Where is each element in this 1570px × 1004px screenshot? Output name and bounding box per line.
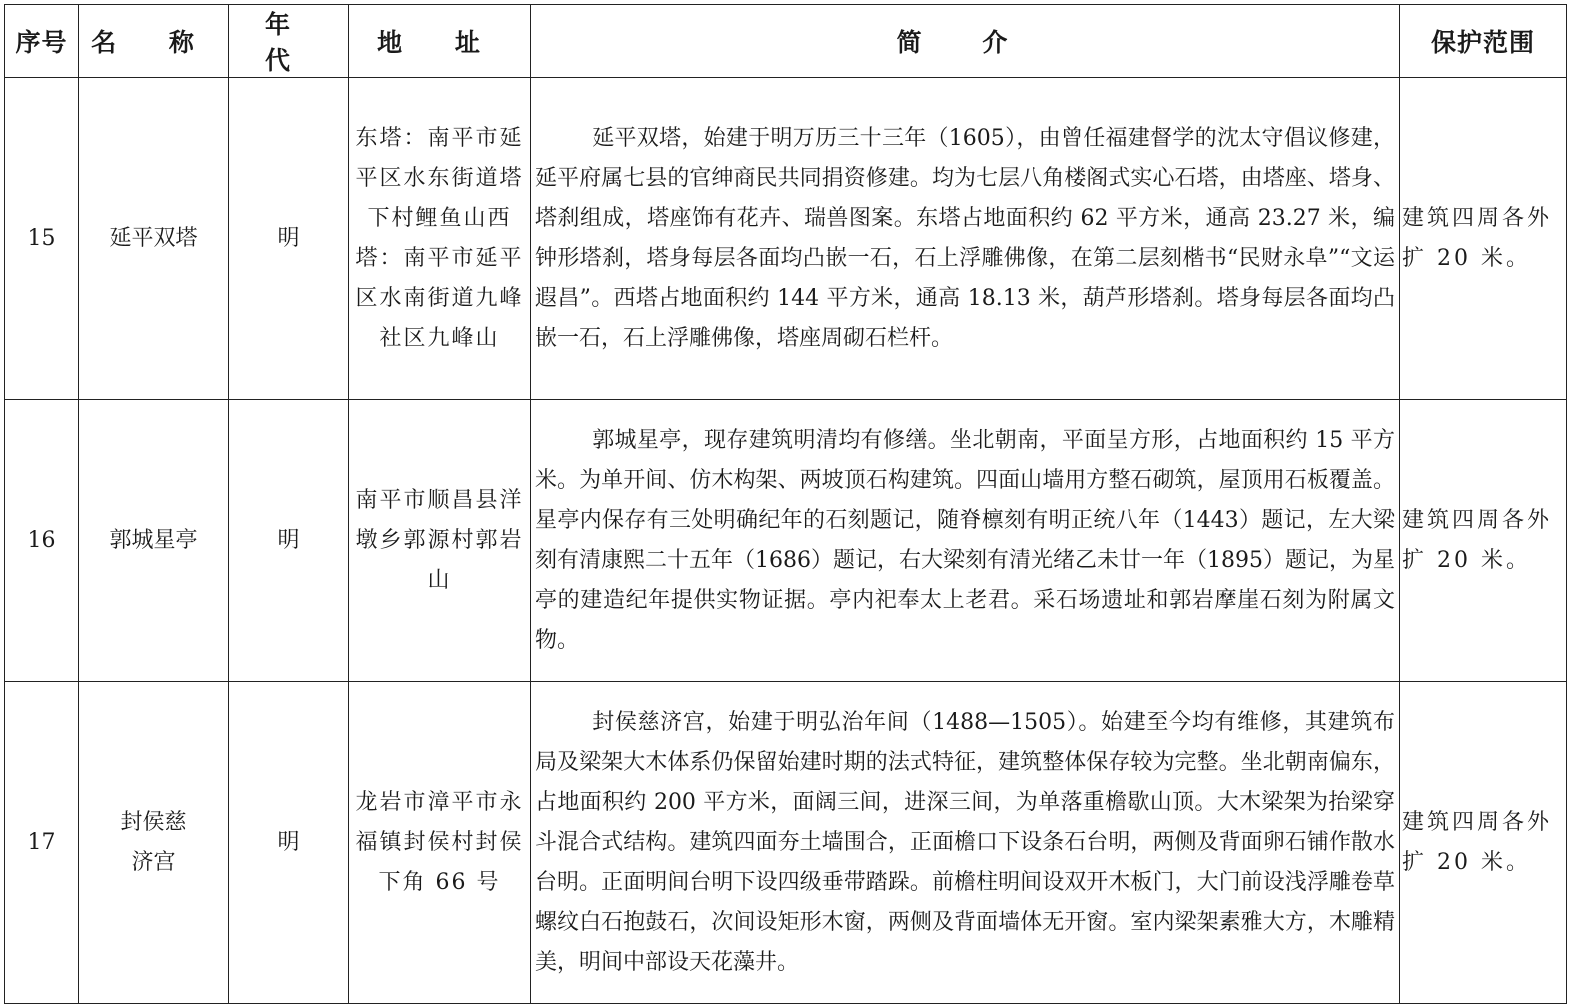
desc-text: 封侯慈济宫，始建于明弘治年间（1488—1505）。始建至今均有维修，其建筑布局及梁架大木体系仍保留始建时期的法式特征，建筑整体保存较为完整。坐北朝南偏东，占地面积约 200 平方米，面阔三间，进深三间，为单落重檐歇山顶。大木梁架为抬梁穿斗混合式结构。建筑四面夯土墙围合，正面檐口下设条石台明，两侧及背面卵石铺作散水台明。正面明间台明下设四级垂带踏跺。前檐柱明间设双开木板门，大门前设浅浮雕卷草螺纹白石抱鼓石，次间设矩形木窗，两侧及背面墙体无开窗。室内梁架素雅大方，木雕精美，明间中部设天花藻井。	[535, 709, 1395, 975]
header-protect: 保护范围	[1400, 5, 1567, 78]
table-row	[5, 400, 1567, 682]
era-cell: 明	[229, 400, 349, 682]
desc-cell	[531, 400, 1400, 682]
table-row	[5, 78, 1567, 400]
seq-cell: 15	[5, 78, 79, 400]
address-cell: 龙岩市漳平市永福镇封侯村封侯下角 66 号	[349, 682, 531, 1004]
name-cell: 延平双塔	[79, 78, 229, 400]
desc-text: 延平双塔，始建于明万历三十三年（1605），由曾任福建督学的沈太守倡议修建，延平府属七县的官绅商民共同捐资修建。均为七层八角楼阁式实心石塔，由塔座、塔身、塔刹组成，塔座饰有花卉、瑞兽图案。东塔占地面积约 62 平方米，通高 23.27 米，编钟形塔刹，塔身每层各面均凸嵌一石，石上浮雕佛像，在第二层刻楷书“民财永阜”“文运遐昌”。西塔占地面积约 144 平方米，通高 18.13 米，葫芦形塔刹。塔身每层各面均凸嵌一石，石上浮雕佛像，塔座周砌石栏杆。	[535, 125, 1395, 351]
header-address: 地 址	[349, 5, 531, 78]
header-seq: 序号	[5, 5, 79, 78]
era-cell: 明	[229, 682, 349, 1004]
era-cell: 明	[229, 78, 349, 400]
address-cell: 东塔：南平市延平区水东街道塔下村鲤鱼山西塔：南平市延平区水南街道九峰社区九峰山	[349, 78, 531, 400]
protect-cell: 建筑四周各外扩 20 米。	[1400, 78, 1567, 400]
seq-cell: 17	[5, 682, 79, 1004]
header-desc: 简 介	[531, 5, 1400, 78]
table-row	[5, 682, 1567, 1004]
desc-text: 郭城星亭，现存建筑明清均有修缮。坐北朝南，平面呈方形，占地面积约 15 平方米。为单开间、仿木构架、两坡顶石构建筑。四面山墙用方整石砌筑，屋顶用石板覆盖。星亭内保存有三处明确纪年的石刻题记，随脊檩刻有明正统八年（1443）题记，左大梁刻有清康熙二十五年（1686）题记，右大梁刻有清光绪乙未廿一年（1895）题记，为星亭的建造纪年提供实物证据。亭内祀奉太上老君。采石场遗址和郭岩摩崖石刻为附属文物。	[535, 427, 1395, 653]
header-name: 名 称	[79, 5, 229, 78]
desc-cell	[531, 682, 1400, 1004]
heritage-table	[4, 4, 1567, 1004]
name-cell: 封侯慈济宫	[79, 682, 229, 1004]
protect-cell: 建筑四周各外扩 20 米。	[1400, 400, 1567, 682]
address-cell: 南平市顺昌县洋墩乡郭源村郭岩山	[349, 400, 531, 682]
desc-cell	[531, 78, 1400, 400]
header-row	[5, 5, 1567, 78]
name-cell: 郭城星亭	[79, 400, 229, 682]
header-era: 年 代	[229, 5, 349, 78]
seq-cell: 16	[5, 400, 79, 682]
protect-cell: 建筑四周各外扩 20 米。	[1400, 682, 1567, 1004]
